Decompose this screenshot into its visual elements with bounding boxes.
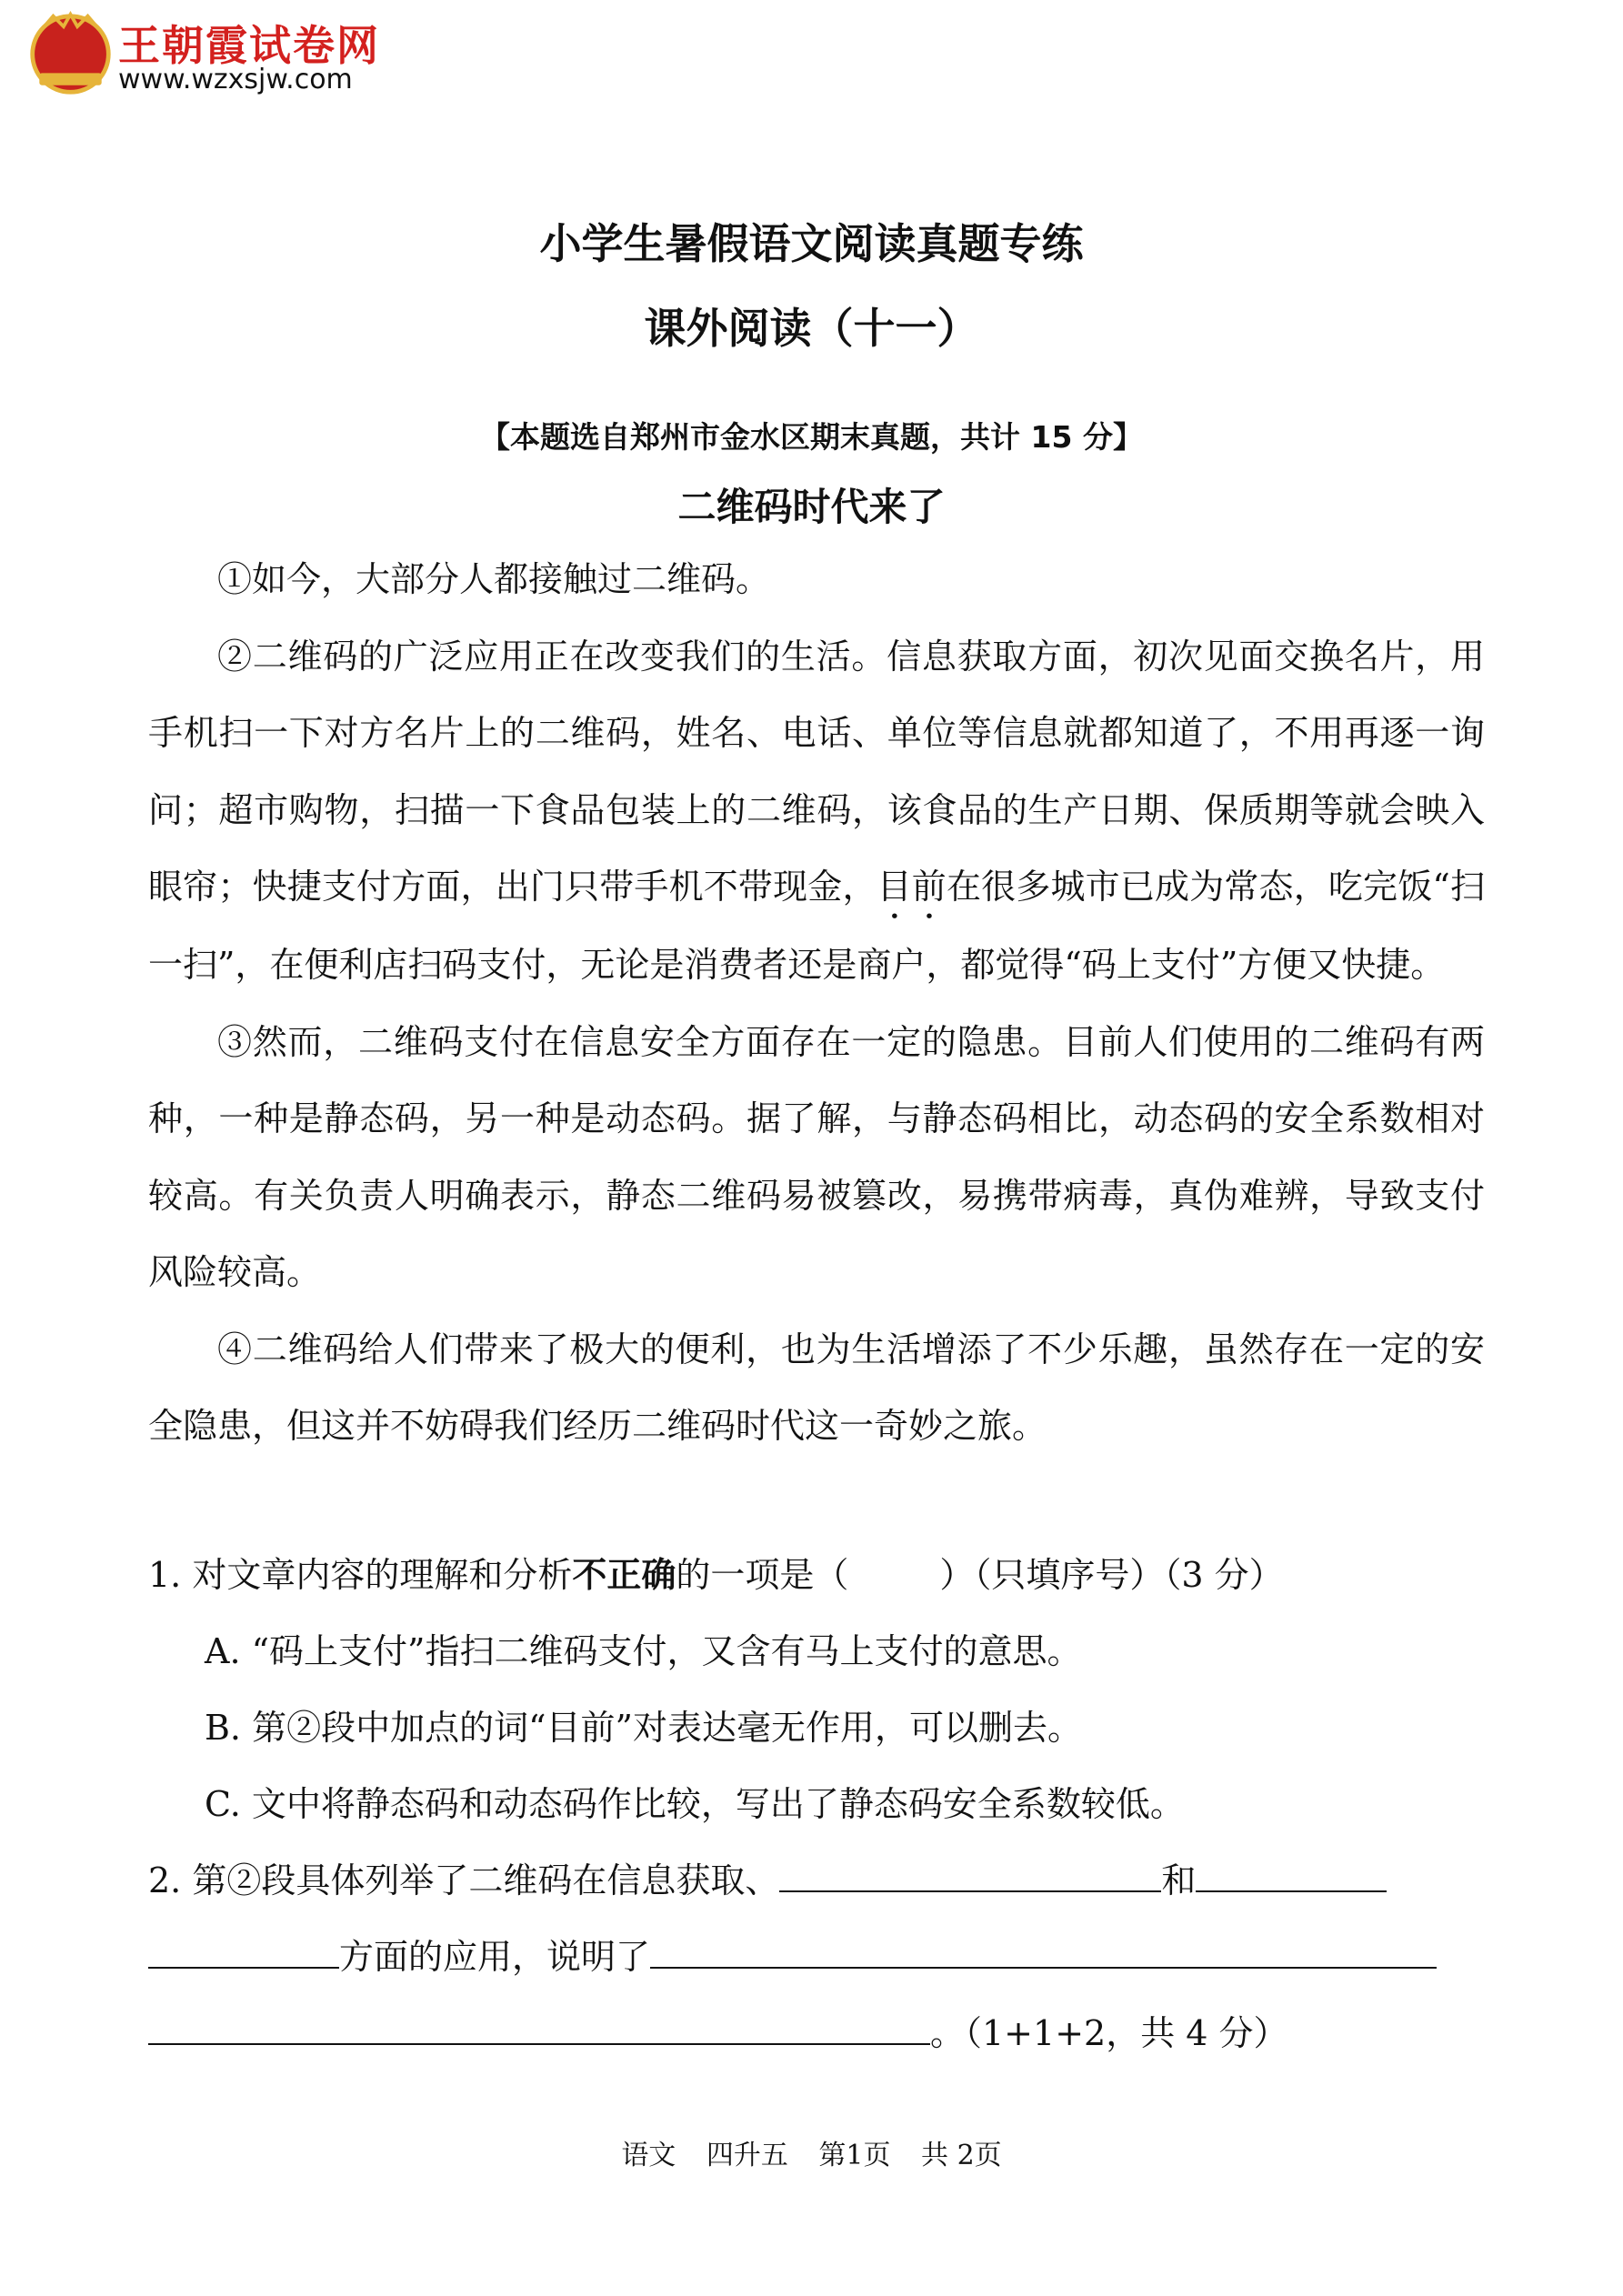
paragraph-4: ④二维码给人们带来了极大的便利，也为生活增添了不少乐趣，虽然存在一定的安全隐患，但这并不妨碍我们经历二维码时代这一奇妙之旅。 (148, 1328, 1485, 1446)
question-2 (148, 1842, 1485, 1919)
page-subtitle: 课外阅读（十一） (644, 304, 979, 353)
footer-grade: 四升五 (706, 2140, 788, 2171)
q1-mid: 的一项是（ (676, 1555, 849, 1595)
question-1 (148, 1537, 1485, 1613)
option-b: B. 第②段中加点的词“目前”对表达毫无作用，可以删去。 (205, 1708, 1082, 1748)
page-footer (0, 2132, 1623, 2172)
article-body (148, 541, 1485, 1465)
paragraph-2 (148, 618, 1485, 1004)
q2-blank-2b[interactable] (148, 1936, 339, 1969)
questions (148, 1537, 1485, 2071)
q2-line2: 方面的应用，说明了 (339, 1937, 651, 1977)
paragraph-2-part-a: ②二维码的广泛应用正在改变我们的生活。信息获取方面，初次见面交换名片，用手机扫一下对方名片上的二维码，姓名、电话、单位等信息就都知道了，不用再逐一询问；超市购物，扫描一下食品包装上的二维码，该食品的生产日期、保质期等就会映入眼帘；快捷支付方面，出门只带手机不带现金， (148, 636, 1485, 907)
q2-blank-3a[interactable] (650, 1936, 1437, 1969)
q1-suffix: ）（只填序号）（3 分） (939, 1555, 1284, 1595)
paragraph-2-part-b: 在很多城市已成为常态，吃完饭“扫一扫”，在便利店扫码支付，无论是消费者还是商户，都觉得“码上支付”方便又快捷。 (148, 867, 1485, 985)
footer-page: 第1页 (818, 2140, 891, 2171)
option-a: A. “码上支付”指扫二维码支付，又含有马上支付的意思。 (205, 1631, 1082, 1671)
q2-end: 。（1+1+2，共 4 分） (930, 2013, 1288, 2053)
q1-bold: 不正确 (572, 1555, 676, 1595)
q2-blank-3b[interactable] (148, 2012, 930, 2045)
q2-prefix: 2. 第②段具体列举了二维码在信息获取、 (148, 1860, 780, 1900)
brand-url[interactable]: www.wzxsjw.com (118, 64, 353, 95)
paragraph-3: ③然而，二维码支付在信息安全方面存在一定的隐患。目前人们使用的二维码有两种，一种是静态码，另一种是动态码。据了解，与静态码相比，动态码的安全系数相对较高。有关负责人明确表示，静态二维码易被篡改，易携带病毒，真伪难辨，导致支付风险较高。 (148, 1021, 1485, 1292)
brand-name: 王朝霞试卷网 (118, 21, 380, 70)
article-title: 二维码时代来了 (677, 485, 946, 529)
page-title: 小学生暑假语文阅读真题专练 (539, 219, 1084, 268)
q2-and: 和 (1161, 1860, 1197, 1900)
q2-blank-2a[interactable] (1196, 1860, 1387, 1892)
dotted-word: 目前 (877, 867, 947, 907)
q2-blank-1[interactable] (779, 1860, 1161, 1892)
paragraph-1: ①如今，大部分人都接触过二维码。 (217, 559, 771, 599)
footer-subject: 语文 (621, 2140, 676, 2171)
source-note: 【本题选自郑州市金水区期末真题，共计 15 分】 (480, 419, 1143, 455)
brand-logo-icon (27, 11, 114, 97)
q1-prefix: 1. 对文章内容的理解和分析 (148, 1555, 573, 1595)
footer-total: 共 2页 (921, 2140, 1002, 2171)
option-c: C. 文中将静态码和动态码作比较，写出了静态码安全系数较低。 (205, 1784, 1185, 1824)
question-2-line-2 (148, 1919, 1485, 1995)
question-2-line-3 (148, 1995, 1485, 2071)
